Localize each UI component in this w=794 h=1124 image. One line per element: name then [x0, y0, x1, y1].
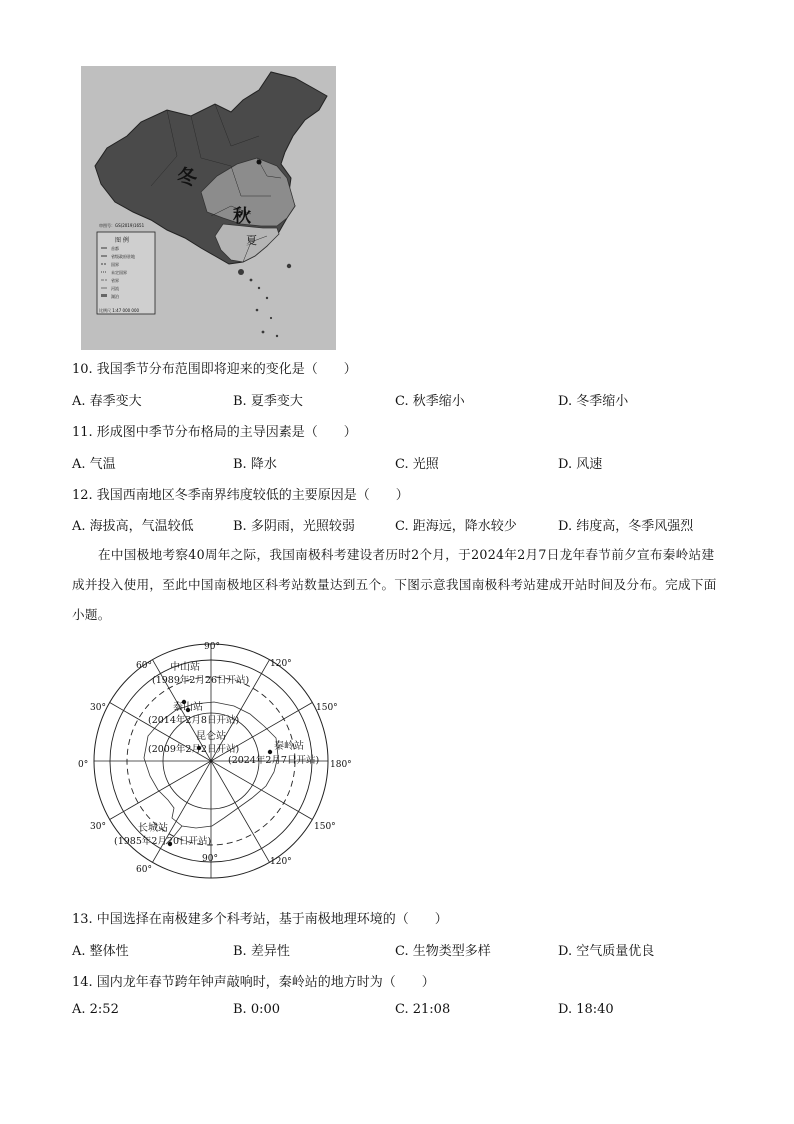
lon-label-30-top: 30°: [90, 703, 106, 713]
changcheng-station-name: 长城站: [138, 823, 168, 834]
lon-label-90-bottom: 90°: [202, 854, 218, 864]
legend-title: 图 例: [115, 237, 129, 244]
question-10-option-c[interactable]: C. 秋季缩小: [395, 394, 465, 409]
question-13-stem: 13. 中国选择在南极建多个科考站，基于南极地理环境的（ ）: [72, 912, 448, 927]
lon-label-150-top: 150°: [316, 703, 338, 713]
kunlun-station-date: (2009年2月2日开站): [148, 744, 240, 755]
season-label-autumn: 秋: [233, 206, 251, 227]
question-14-option-b[interactable]: B. 0:00: [233, 1002, 281, 1017]
question-13-option-a[interactable]: A. 整体性: [72, 944, 129, 959]
question-12-stem: 12. 我国西南地区冬季南界纬度较低的主要原因是（ ）: [72, 488, 409, 503]
lon-label-120-top: 120°: [270, 659, 292, 669]
qinling-station-name: 秦岭站: [274, 741, 304, 752]
question-12-option-c[interactable]: C. 距海远，降水较少: [395, 519, 517, 534]
question-13-option-b[interactable]: B. 差异性: [233, 944, 290, 959]
antarctic-stations-map: [78, 640, 364, 875]
question-10-option-d[interactable]: D. 冬季缩小: [558, 394, 629, 409]
lon-label-0: 0°: [78, 760, 89, 770]
legend-item: 首都: [111, 246, 119, 251]
question-11-stem: 11. 形成图中季节分布格局的主导因素是（ ）: [72, 425, 357, 440]
legend-item: 国界: [111, 262, 119, 267]
lon-label-60-top: 60°: [136, 661, 152, 671]
legend-item: 未定国界: [111, 270, 127, 275]
map-approval-number: 审图号：GS(2019)1651: [99, 223, 145, 228]
lon-label-120-bottom: 120°: [270, 857, 292, 867]
taishan-station-date: (2014年2月8日开站): [148, 715, 240, 726]
legend-item: 省级政府驻地: [111, 254, 135, 259]
passage-text: 在中国极地考察40周年之际，我国南极科考建设者历时2个月，于2024年2月7日龙年春节前夕宣布秦岭站建成并投入使用，至此中国南极地区科考站数量达到五个。下图示意我国南极科考站建成开站时间及分布。完成下面小题。: [72, 547, 717, 622]
question-13-option-c[interactable]: C. 生物类型多样: [395, 944, 491, 959]
question-11-option-a[interactable]: A. 气温: [72, 457, 116, 472]
zhongshan-station-date: (1989年2月26日开站): [152, 675, 250, 686]
lon-label-60-bottom: 60°: [136, 865, 152, 875]
question-14-option-d[interactable]: D. 18:40: [558, 1002, 614, 1017]
question-11-option-b[interactable]: B. 降水: [233, 457, 277, 472]
season-label-summer: 夏: [246, 234, 257, 247]
question-14-option-c[interactable]: C. 21:08: [395, 1002, 451, 1017]
question-10-option-a[interactable]: A. 春季变大: [72, 394, 142, 409]
reading-passage: [72, 540, 722, 630]
taishan-station-name: 泰山站: [173, 702, 203, 713]
question-14-option-a[interactable]: A. 2:52: [72, 1002, 119, 1017]
question-11-option-d[interactable]: D. 风速: [558, 457, 603, 472]
changcheng-station-date: (1985年2月20日开站): [114, 836, 212, 847]
kunlun-station-name: 昆仑站: [196, 731, 226, 742]
china-season-map: [81, 66, 336, 350]
question-12-option-b[interactable]: B. 多阴雨，光照较弱: [233, 519, 355, 534]
question-13-option-d[interactable]: D. 空气质量优良: [558, 944, 655, 959]
legend-item: 省界: [111, 278, 119, 283]
capital-marker: [257, 160, 262, 165]
legend-item: 河流: [111, 286, 119, 291]
legend-item: 湖泊: [111, 294, 119, 299]
question-12-option-a[interactable]: A. 海拔高，气温较低: [72, 519, 194, 534]
map-scale: 比例尺 1:47 000 000: [99, 308, 140, 313]
question-12-option-d[interactable]: D. 纬度高，冬季风强烈: [558, 519, 694, 534]
lon-label-90-top: 90°: [204, 642, 220, 652]
question-11-option-c[interactable]: C. 光照: [395, 457, 439, 472]
qinling-station-marker: [268, 750, 272, 754]
zhongshan-station-name: 中山站: [170, 662, 200, 673]
qinling-station-date: (2024年2月7日开站): [228, 755, 320, 766]
season-label-winter: 冬: [177, 165, 197, 189]
question-10-option-b[interactable]: B. 夏季变大: [233, 394, 303, 409]
lon-label-180: 180°: [330, 760, 352, 770]
question-14-stem: 14. 国内龙年春节跨年钟声敲响时，秦岭站的地方时为（ ）: [72, 975, 435, 990]
lon-label-150-bottom: 150°: [314, 822, 336, 832]
question-10-stem: 10. 我国季节分布范围即将迎来的变化是（ ）: [72, 362, 357, 377]
lon-label-30-bottom: 30°: [90, 822, 106, 832]
